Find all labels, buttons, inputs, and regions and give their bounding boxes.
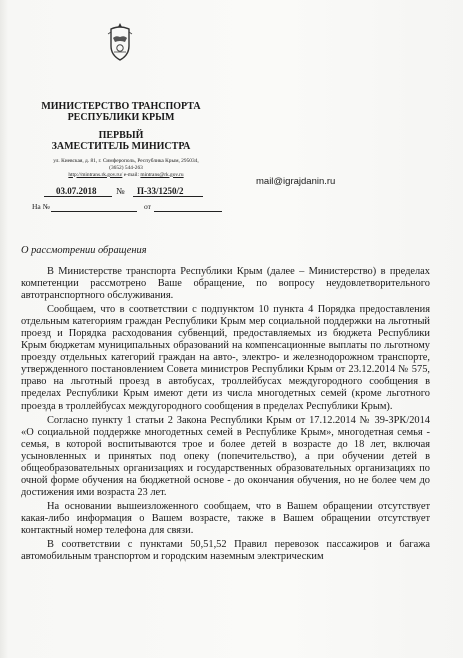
- from-underline: [154, 211, 222, 212]
- number-sign: №: [116, 186, 125, 196]
- paragraph: В Министерстве транспорта Республики Крым (далее – Министерство) в пределах компетенции рассмотрено Ваше обращение, по вопросу неудовлетворительного автотранспортного обслуживания.: [21, 266, 430, 302]
- address-line2: (3652) 544-263: [109, 164, 143, 171]
- contact-line: [26, 172, 226, 179]
- position-line2: ЗАМЕСТИТЕЛЬ МИНИСТРА: [51, 141, 191, 152]
- from-label: от: [144, 202, 151, 211]
- ministry-name-line1: МИНИСТЕРСТВО ТРАНСПОРТА: [41, 101, 201, 112]
- ministry-name: [40, 101, 202, 123]
- reply-to-label: На №: [32, 202, 50, 211]
- paragraph: Согласно пункту 1 статьи 2 Закона Республики Крым от 17.12.2014 № 39-ЗРК/2014 «О социальной поддержке многодетных семей в Республике Крым», многодетная семья - семья, в которой воспитываются трое и более детей в возрасте до 18 лет, включая усыновленных и принятых под опеку (попечительство), а при обучении детей в общеобразовательных организациях и государственных образовательных организациях по очной форме обучения на бюджетной основе - до окончания обучения, но не более чем до достижения ими возраста 23 лет.: [21, 414, 430, 498]
- registration-number: П-33/1250/2: [137, 186, 184, 196]
- official-position: [40, 130, 202, 152]
- letter-body: [21, 266, 430, 565]
- ministry-address: [26, 158, 226, 178]
- paragraph: В соответствии с пунктами 50,51,52 Правил перевозок пассажиров и багажа автомобильным транспортом и городским наземным электрическим: [21, 539, 430, 563]
- email-label: e-mail:: [123, 171, 140, 178]
- recipient-email: mail@igrajdanin.ru: [256, 176, 336, 187]
- ministry-email-link[interactable]: mintrans@rk.gov.ru: [140, 171, 184, 178]
- number-underline: [133, 196, 203, 197]
- paragraph: На основании вышеизложенного сообщаем, что в Вашем обращении отсутствует какая-либо информация о Вашем возрасте, также в Вашем обращении отсутствует контактный номер телефона для связи.: [21, 500, 430, 536]
- date-underline: [44, 196, 112, 197]
- ministry-name-line2: РЕСПУБЛИКИ КРЫМ: [67, 112, 175, 123]
- letter-subject: О рассмотрении обращения: [21, 245, 147, 256]
- crimea-emblem-icon: [107, 22, 133, 62]
- website-link[interactable]: http://mintrans.rk.gov.ru/: [68, 171, 123, 178]
- position-line1: ПЕРВЫЙ: [98, 130, 144, 141]
- letter-date: 03.07.2018: [56, 186, 97, 196]
- paragraph: Сообщаем, что в соответствии с подпунктом 10 пункта 4 Порядка предоставления отдельным категориям граждан Республики Крым мер социальной поддержки на льготный проезд и Порядка расходования субвенций, предоставляемых из бюджета Республики Крым бюджетам муниципальных образований на компенсационные выплаты по льготному проезду отдельных категорий граждан на авто-, электро- и железнодорожном транспорте, утвержденного постановлением Совета министров Республики Крым от 23.12.2014 № 575, право на льготный проезд в автобусах, троллейбусах междугородного сообщения в пределах Республики Крым имеют дети из числа многодетных семей (кроме льготного проезда в троллейбусах междугородного сообщения в пределах Республики Крым).: [21, 304, 430, 412]
- reply-to-underline: [51, 211, 137, 212]
- address-line1: ул. Киевская, д. 81, г. Симферополь, Республика Крым, 295034,: [53, 158, 199, 164]
